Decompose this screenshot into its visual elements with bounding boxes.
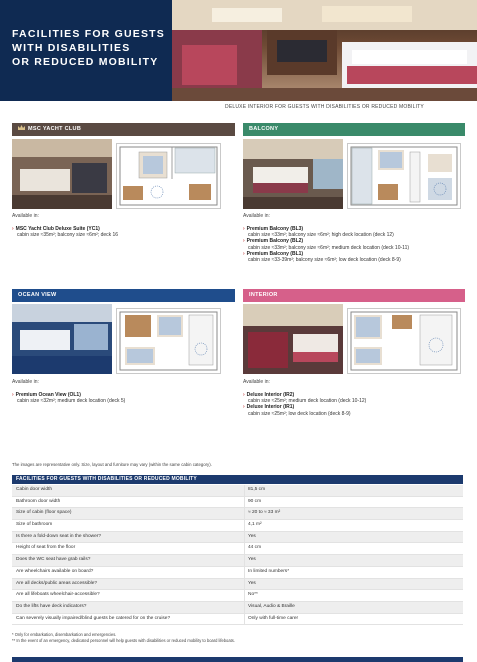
section-header-balcony xyxy=(243,123,465,136)
table-row: Can severely visually impaired/blind guests be catered for on the cruise? Only with full-time carer xyxy=(12,614,463,626)
arrow-icon: › xyxy=(243,392,245,398)
title-line-1: FACILITIES FOR GUESTS xyxy=(12,28,165,40)
available-label: Available in: xyxy=(243,379,270,385)
interior-cabin-photo xyxy=(243,304,343,374)
arrow-icon: › xyxy=(12,226,14,232)
table-row: Size of cabin (floor space) ≈ 20 to ≈ 33 m² xyxy=(12,508,463,520)
section-title: OCEAN VIEW xyxy=(18,292,57,298)
hero-cabin-photo xyxy=(172,0,477,101)
arrow-icon: › xyxy=(243,250,245,257)
facilities-table xyxy=(12,485,463,625)
list-item: › Premium Balcony (BL1) cabin size ≈33-39m²; balcony size ≈6m²; low deck location (deck 8-9) xyxy=(243,250,401,264)
facilities-table-title: FACILITIES FOR GUESTS WITH DISABILITIES OR REDUCED MOBILITY xyxy=(12,475,463,484)
table-row: Cabin door width 81,5 cm xyxy=(12,485,463,497)
cabin-list xyxy=(12,392,234,404)
table-row: Are all lifeboats wheelchair-accessible? No** xyxy=(12,590,463,602)
disclaimer-text: The images are representative only. Size, layout and furniture may vary (within the same cabin category). xyxy=(12,462,212,467)
title-line-3: OR REDUCED MOBILITY xyxy=(12,56,159,68)
footnote-1: * Only for embarkation, disembarkation and emergencies. xyxy=(12,632,117,637)
list-item: › Premium Balcony (BL2) cabin size ≈33m²; balcony size ≈6m²; medium deck location (deck 10-11) xyxy=(243,238,410,251)
section-title: MSC YACHT CLUB xyxy=(28,126,82,132)
yacht-club-cabin-photo xyxy=(12,139,112,209)
table-row: Size of bathroom 4,1 m² xyxy=(12,520,463,532)
hero-photo-caption: DELUXE INTERIOR FOR GUESTS WITH DISABILITIES OR REDUCED MOBILITY xyxy=(225,104,424,110)
list-item: › Premium Ocean View (OL1) cabin size ≈32m²; medium deck location (deck 5) xyxy=(12,392,126,405)
ocean-view-floor-plan xyxy=(116,308,221,374)
crown-icon xyxy=(18,124,25,130)
balcony-cabin-photo xyxy=(243,139,343,209)
list-item: › Deluxe Interior (IR2) cabin size ≈25m²; medium deck location (deck 10-12) xyxy=(243,392,367,405)
table-row: Are all decks/public areas accessible? Yes xyxy=(12,579,463,591)
arrow-icon: › xyxy=(243,226,245,232)
cabin-list xyxy=(243,392,471,417)
list-item: › Premium Balcony (BL3) cabin size ≈33m²; balcony size ≈6m²; high deck location (deck 12) xyxy=(243,226,394,239)
cabin-list xyxy=(12,226,234,238)
available-label: Available in: xyxy=(12,379,39,385)
table-row: Bathroom door width 90 cm xyxy=(12,497,463,509)
table-row: Height of seat from the floor 44 cm xyxy=(12,543,463,555)
arrow-icon: › xyxy=(12,392,14,398)
footer-bar xyxy=(12,657,463,662)
table-row: Does the WC seat have grab rails? Yes xyxy=(12,555,463,567)
section-title: INTERIOR xyxy=(249,292,278,298)
table-row: Are wheelchairs available on board? In limited numbers* xyxy=(12,567,463,579)
ocean-view-cabin-photo xyxy=(12,304,112,374)
arrow-icon: › xyxy=(243,238,245,245)
section-header-interior xyxy=(243,289,465,302)
yacht-club-floor-plan xyxy=(116,143,221,209)
section-header-ocean-view xyxy=(12,289,235,302)
arrow-icon: › xyxy=(243,404,245,411)
available-label: Available in: xyxy=(243,213,270,219)
title-line-2: WITH DISABILITIES xyxy=(12,42,131,54)
cabin-list xyxy=(243,226,471,263)
section-title: BALCONY xyxy=(249,126,279,132)
table-row: Is there a fold-down seat in the shower? Yes xyxy=(12,532,463,544)
section-header-yacht-club xyxy=(12,123,235,136)
page-title xyxy=(12,27,170,69)
table-row: Do the lifts have deck indicators? Visual, Audio & Braille xyxy=(12,602,463,614)
available-label: Available in: xyxy=(12,213,39,219)
footnote-2: ** In the event of an emergency, dedicated personnel will help guests with disabilities or reduced mobility to board lifeboats. xyxy=(12,638,235,643)
list-item: › MSC Yacht Club Deluxe Suite (YC1) cabin size ≈35m²; balcony size ≈6m²; deck 16 xyxy=(12,226,119,239)
interior-floor-plan xyxy=(347,308,461,374)
list-item: › Deluxe Interior (IR1) cabin size ≈25m²; low deck location (deck 8-9) xyxy=(243,404,351,417)
balcony-floor-plan xyxy=(347,143,461,209)
